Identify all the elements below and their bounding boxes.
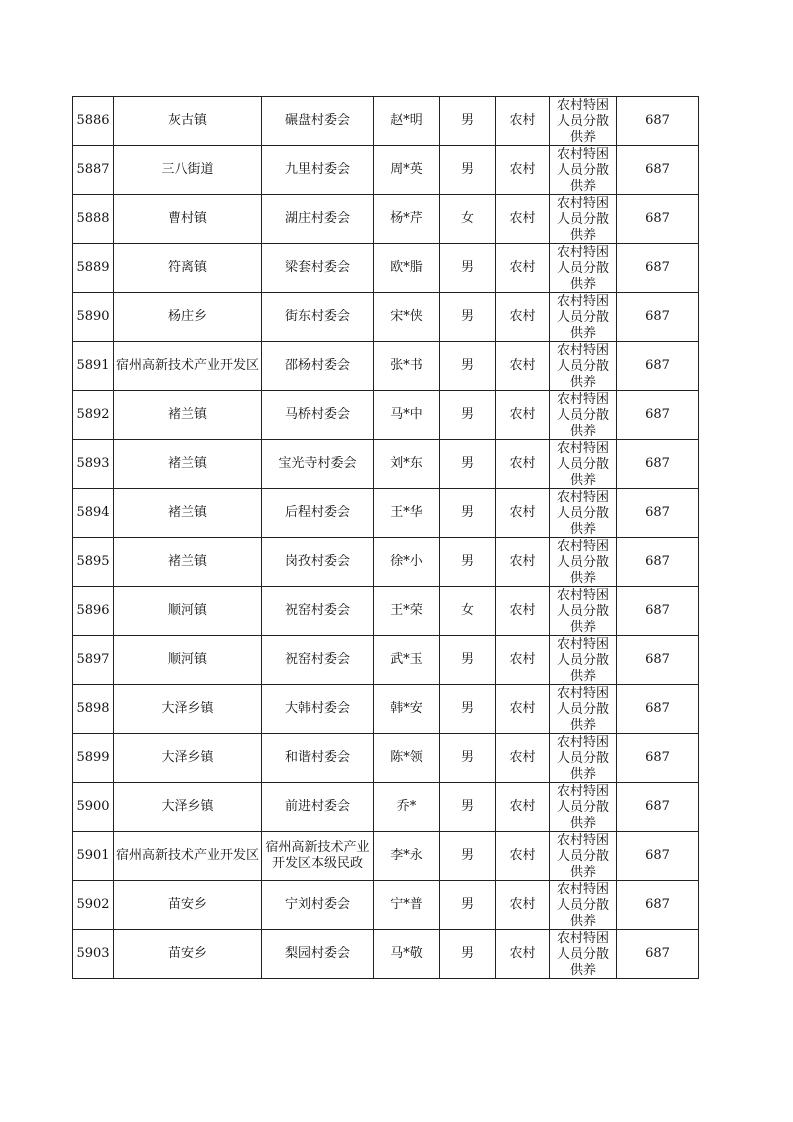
town-cell	[114, 636, 262, 685]
amount-cell: 687	[617, 783, 699, 832]
support-category-cell	[550, 881, 617, 930]
serial-number-cell: 5898	[73, 685, 114, 734]
area-type-cell: 农村	[496, 587, 550, 636]
town-cell	[114, 881, 262, 930]
table-row	[73, 97, 699, 146]
village-committee-text: 九里村委会	[284, 162, 350, 177]
town-text: 宿州高新技术产业开发区	[116, 848, 260, 863]
village-committee-cell	[262, 734, 374, 783]
town-text: 曹村镇	[167, 211, 207, 226]
gender-cell: 男	[440, 293, 496, 342]
town-cell	[114, 342, 262, 391]
table-row	[73, 685, 699, 734]
gender-cell: 男	[440, 538, 496, 587]
support-category-cell	[550, 734, 617, 783]
table-row	[73, 538, 699, 587]
village-committee-cell	[262, 636, 374, 685]
town-text: 大泽乡镇	[161, 799, 214, 814]
table-row	[73, 293, 699, 342]
town-text: 灰古镇	[167, 113, 207, 128]
area-type-cell: 农村	[496, 930, 550, 979]
person-name-cell: 刘*东	[374, 440, 440, 489]
person-name-cell: 宁*普	[374, 881, 440, 930]
serial-number-cell: 5893	[73, 440, 114, 489]
amount-cell: 687	[617, 293, 699, 342]
town-text: 苗安乡	[167, 946, 207, 961]
person-name-cell: 赵*明	[374, 97, 440, 146]
serial-number-cell: 5896	[73, 587, 114, 636]
village-committee-text: 和谐村委会	[284, 750, 350, 765]
amount-cell: 687	[617, 440, 699, 489]
town-cell	[114, 734, 262, 783]
person-name-cell: 马*敬	[374, 930, 440, 979]
village-committee-cell	[262, 587, 374, 636]
table-row	[73, 440, 699, 489]
town-cell	[114, 538, 262, 587]
village-committee-text: 街东村委会	[284, 309, 350, 324]
support-category-text: 农村特困人员分散供养	[556, 343, 609, 389]
amount-cell: 687	[617, 587, 699, 636]
area-type-cell: 农村	[496, 881, 550, 930]
support-category-text: 农村特困人员分散供养	[556, 833, 609, 879]
table-body	[73, 97, 699, 979]
serial-number-cell: 5899	[73, 734, 114, 783]
support-category-cell	[550, 146, 617, 195]
support-category-text: 农村特困人员分散供养	[556, 441, 609, 487]
town-text: 顺河镇	[167, 603, 207, 618]
serial-number-cell: 5901	[73, 832, 114, 881]
village-committee-cell	[262, 685, 374, 734]
area-type-cell: 农村	[496, 391, 550, 440]
support-category-cell	[550, 538, 617, 587]
support-category-text: 农村特困人员分散供养	[556, 882, 609, 928]
support-category-cell	[550, 636, 617, 685]
town-cell	[114, 832, 262, 881]
village-committee-text: 碾盘村委会	[284, 113, 350, 128]
support-category-text: 农村特困人员分散供养	[556, 490, 609, 536]
gender-cell: 男	[440, 685, 496, 734]
amount-cell: 687	[617, 636, 699, 685]
person-name-cell: 李*永	[374, 832, 440, 881]
support-category-text: 农村特困人员分散供养	[556, 931, 609, 977]
town-cell	[114, 195, 262, 244]
serial-number-cell: 5888	[73, 195, 114, 244]
amount-cell: 687	[617, 195, 699, 244]
village-committee-cell	[262, 832, 374, 881]
amount-cell: 687	[617, 881, 699, 930]
village-committee-text: 祝窑村委会	[284, 652, 350, 667]
table-row	[73, 489, 699, 538]
table-row	[73, 342, 699, 391]
village-committee-text: 前进村委会	[284, 799, 350, 814]
serial-number-cell: 5887	[73, 146, 114, 195]
area-type-cell: 农村	[496, 734, 550, 783]
town-cell	[114, 489, 262, 538]
gender-cell: 男	[440, 783, 496, 832]
person-name-cell: 武*玉	[374, 636, 440, 685]
support-category-text: 农村特困人员分散供养	[556, 686, 609, 732]
gender-cell: 男	[440, 930, 496, 979]
village-committee-cell	[262, 293, 374, 342]
gender-cell: 女	[440, 195, 496, 244]
support-category-cell	[550, 342, 617, 391]
table-row	[73, 832, 699, 881]
area-type-cell: 农村	[496, 538, 550, 587]
area-type-cell: 农村	[496, 832, 550, 881]
table-row	[73, 391, 699, 440]
table-row	[73, 783, 699, 832]
amount-cell: 687	[617, 244, 699, 293]
gender-cell: 男	[440, 440, 496, 489]
person-name-cell: 乔*	[374, 783, 440, 832]
amount-cell: 687	[617, 146, 699, 195]
area-type-cell: 农村	[496, 293, 550, 342]
village-committee-text: 宿州高新技术产业开发区本级民政	[265, 840, 370, 871]
area-type-cell: 农村	[496, 489, 550, 538]
town-text: 褚兰镇	[167, 554, 207, 569]
area-type-cell: 农村	[496, 685, 550, 734]
village-committee-text: 后程村委会	[284, 505, 350, 520]
person-name-cell: 杨*芹	[374, 195, 440, 244]
village-committee-cell	[262, 930, 374, 979]
support-category-cell	[550, 97, 617, 146]
town-text: 三八街道	[161, 162, 214, 177]
serial-number-cell: 5891	[73, 342, 114, 391]
support-category-text: 农村特困人员分散供养	[556, 196, 609, 242]
support-category-text: 农村特困人员分散供养	[556, 98, 609, 144]
support-category-text: 农村特困人员分散供养	[556, 735, 609, 781]
gender-cell: 男	[440, 391, 496, 440]
town-cell	[114, 244, 262, 293]
support-category-cell	[550, 440, 617, 489]
village-committee-cell	[262, 489, 374, 538]
area-type-cell: 农村	[496, 342, 550, 391]
town-cell	[114, 783, 262, 832]
gender-cell: 男	[440, 832, 496, 881]
gender-cell: 男	[440, 636, 496, 685]
person-name-cell: 宋*侠	[374, 293, 440, 342]
town-cell	[114, 391, 262, 440]
person-name-cell: 陈*领	[374, 734, 440, 783]
area-type-cell: 农村	[496, 146, 550, 195]
person-name-cell: 韩*安	[374, 685, 440, 734]
table-row	[73, 636, 699, 685]
town-text: 褚兰镇	[167, 456, 207, 471]
support-category-cell	[550, 587, 617, 636]
table-row	[73, 244, 699, 293]
town-text: 褚兰镇	[167, 407, 207, 422]
amount-cell: 687	[617, 489, 699, 538]
serial-number-cell: 5889	[73, 244, 114, 293]
gender-cell: 男	[440, 244, 496, 293]
village-committee-cell	[262, 783, 374, 832]
gender-cell: 男	[440, 146, 496, 195]
town-cell	[114, 685, 262, 734]
support-category-cell	[550, 930, 617, 979]
table-row	[73, 881, 699, 930]
village-committee-text: 梨园村委会	[284, 946, 350, 961]
person-name-cell: 王*荣	[374, 587, 440, 636]
town-text: 符离镇	[167, 260, 207, 275]
amount-cell: 687	[617, 538, 699, 587]
village-committee-text: 梁套村委会	[284, 260, 350, 275]
serial-number-cell: 5886	[73, 97, 114, 146]
support-category-cell	[550, 489, 617, 538]
person-name-cell: 王*华	[374, 489, 440, 538]
town-cell	[114, 587, 262, 636]
support-category-cell	[550, 783, 617, 832]
town-text: 杨庄乡	[167, 309, 207, 324]
gender-cell: 男	[440, 97, 496, 146]
village-committee-cell	[262, 244, 374, 293]
serial-number-cell: 5890	[73, 293, 114, 342]
gender-cell: 女	[440, 587, 496, 636]
town-text: 褚兰镇	[167, 505, 207, 520]
support-category-cell	[550, 391, 617, 440]
area-type-cell: 农村	[496, 244, 550, 293]
person-name-cell: 马*中	[374, 391, 440, 440]
support-category-text: 农村特困人员分散供养	[556, 637, 609, 683]
serial-number-cell: 5895	[73, 538, 114, 587]
serial-number-cell: 5903	[73, 930, 114, 979]
town-text: 宿州高新技术产业开发区	[116, 358, 260, 373]
area-type-cell: 农村	[496, 636, 550, 685]
support-category-cell	[550, 244, 617, 293]
village-committee-cell	[262, 881, 374, 930]
serial-number-cell: 5902	[73, 881, 114, 930]
amount-cell: 687	[617, 734, 699, 783]
table-row	[73, 734, 699, 783]
town-text: 苗安乡	[167, 897, 207, 912]
support-category-text: 农村特困人员分散供养	[556, 392, 609, 438]
gender-cell: 男	[440, 734, 496, 783]
amount-cell: 687	[617, 391, 699, 440]
village-committee-text: 邵杨村委会	[284, 358, 350, 373]
amount-cell: 687	[617, 685, 699, 734]
table-row	[73, 146, 699, 195]
person-name-cell: 周*英	[374, 146, 440, 195]
amount-cell: 687	[617, 930, 699, 979]
support-category-text: 农村特困人员分散供养	[556, 539, 609, 585]
area-type-cell: 农村	[496, 783, 550, 832]
town-cell	[114, 97, 262, 146]
gender-cell: 男	[440, 881, 496, 930]
village-committee-text: 祝窑村委会	[284, 603, 350, 618]
village-committee-text: 宁刘村委会	[284, 897, 350, 912]
serial-number-cell: 5897	[73, 636, 114, 685]
village-committee-cell	[262, 440, 374, 489]
serial-number-cell: 5900	[73, 783, 114, 832]
village-committee-text: 岗孜村委会	[284, 554, 350, 569]
table-row	[73, 930, 699, 979]
town-text: 顺河镇	[167, 652, 207, 667]
support-category-text: 农村特困人员分散供养	[556, 245, 609, 291]
table-row	[73, 195, 699, 244]
village-committee-cell	[262, 538, 374, 587]
town-text: 大泽乡镇	[161, 750, 214, 765]
gender-cell: 男	[440, 489, 496, 538]
village-committee-text: 马桥村委会	[284, 407, 350, 422]
village-committee-cell	[262, 195, 374, 244]
person-name-cell: 徐*小	[374, 538, 440, 587]
gender-cell: 男	[440, 342, 496, 391]
town-cell	[114, 440, 262, 489]
support-category-text: 农村特困人员分散供养	[556, 294, 609, 340]
amount-cell: 687	[617, 832, 699, 881]
serial-number-cell: 5894	[73, 489, 114, 538]
area-type-cell: 农村	[496, 195, 550, 244]
town-text: 大泽乡镇	[161, 701, 214, 716]
support-category-text: 农村特困人员分散供养	[556, 588, 609, 634]
person-name-cell: 欧*脂	[374, 244, 440, 293]
support-category-text: 农村特困人员分散供养	[556, 784, 609, 830]
area-type-cell: 农村	[496, 97, 550, 146]
town-cell	[114, 930, 262, 979]
serial-number-cell: 5892	[73, 391, 114, 440]
support-category-cell	[550, 685, 617, 734]
support-category-text: 农村特困人员分散供养	[556, 147, 609, 193]
village-committee-text: 大韩村委会	[284, 701, 350, 716]
town-cell	[114, 146, 262, 195]
support-category-cell	[550, 195, 617, 244]
town-cell	[114, 293, 262, 342]
village-committee-cell	[262, 391, 374, 440]
village-committee-text: 宝光寺村委会	[278, 456, 357, 471]
support-category-cell	[550, 293, 617, 342]
village-committee-cell	[262, 97, 374, 146]
area-type-cell: 农村	[496, 440, 550, 489]
person-name-cell: 张*书	[374, 342, 440, 391]
village-committee-text: 湖庄村委会	[284, 211, 350, 226]
table-row	[73, 587, 699, 636]
village-committee-cell	[262, 342, 374, 391]
village-committee-cell	[262, 146, 374, 195]
support-category-cell	[550, 832, 617, 881]
amount-cell: 687	[617, 342, 699, 391]
beneficiary-table	[72, 96, 699, 979]
amount-cell: 687	[617, 97, 699, 146]
